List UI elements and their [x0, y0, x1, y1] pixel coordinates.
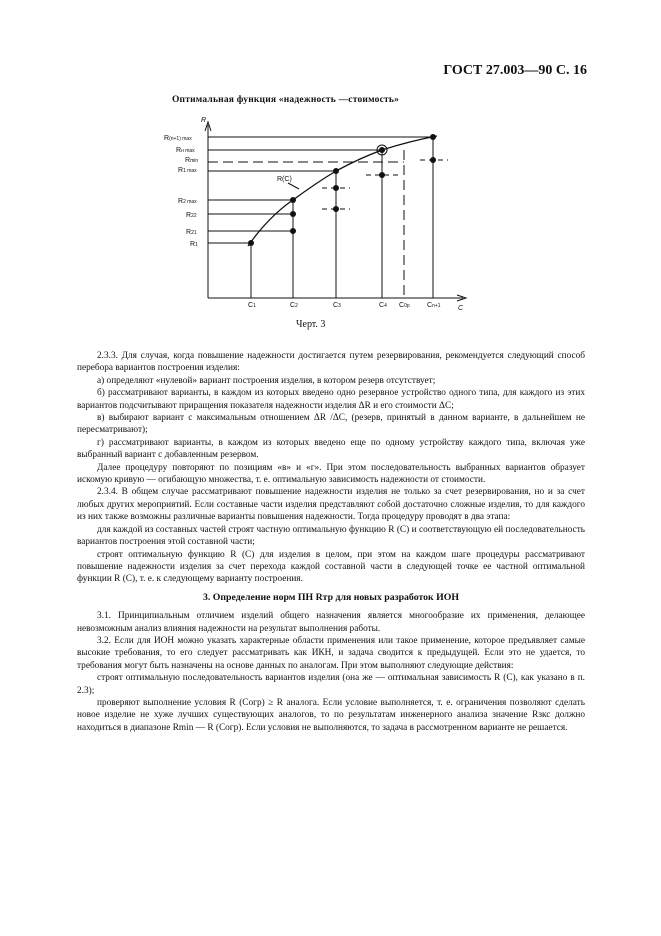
point-c2	[290, 197, 296, 203]
tick-r2-max: R2 max	[178, 198, 197, 205]
point-c4-b	[379, 172, 385, 178]
paragraph: г) рассматривают варианты, в каждом из которых введено еще по одному устройству каждого типа, включая уже выбранный вариант с добавленным резервом.	[77, 437, 585, 461]
paragraph: б) рассматривают варианты, в каждом из которых введено одно резервное устройство одного типа, для каждого из этих вариантов подсчитывают приращения показателя надежности изделия ΔR и его стоимости ΔC;	[77, 388, 585, 411]
point-c3-b	[333, 206, 339, 212]
paragraph: 3.2. Если для ИОН можно указать характерные области применения или такое применение, которое предъявляет самые высокие требования, то его следует рассматривать как ИКН, и задача сводится к предыдущей. Если это не удается, то требования могут быть назначены на основе данных по аналогам. При этом выполняют следующие действия:	[77, 635, 585, 671]
reliability-cost-chart	[0, 0, 661, 330]
paragraph: проверяют выполнение условия R (Cогр) ≥ R аналога. Если условие выполняется, т. е. ограничения позволяют сделать новое изделие не хуже лучших существующих аналогов, то по результатам инженерного анализа значение Rзкс должно находиться в диапазоне Rmin — R (Cогр). Если условия не выполняются, то задача в рассмотренном варианте не решается.	[77, 697, 585, 733]
point-c3	[333, 168, 339, 174]
point-c4	[379, 147, 385, 153]
page-header: ГОСТ 27.003—90 С. 16	[443, 63, 587, 78]
tick-c1: C1	[248, 302, 256, 309]
point-c1	[248, 240, 254, 246]
tick-c4: C4	[379, 302, 387, 309]
x-axis-label: C	[458, 305, 464, 312]
section-heading: 3. Определение норм ПН Rтр для новых разработок ИОН	[202, 591, 460, 603]
point-cn1-b	[430, 157, 436, 163]
figure-title-text: Оптимальная функция «надежность —стоимость»	[171, 95, 400, 105]
tick-r1: R1	[190, 241, 198, 248]
body-text	[77, 350, 585, 734]
paragraph: а) определяют «нулевой» вариант построения изделия, в котором резерв отсутствует;	[97, 375, 436, 386]
curve-label-leader	[288, 183, 299, 189]
optimal-curve	[248, 136, 437, 246]
tick-c0p: C0p	[399, 302, 410, 309]
tick-c2: C2	[290, 302, 298, 309]
paragraph: для каждой из составных частей строят частную оптимальную функцию R (C) и соответствующую ей последовательность вариантов построения этой составной части;	[77, 524, 585, 548]
paragraph: Далее процедуру повторяют по позициям «в» и «г». При этом последовательность выбранных вариантов образует искомую кривую — огибающую множества, т. е. оптимальную зависимость надежности от стоимости.	[77, 462, 585, 486]
paragraph: 3.1. Принципиальным отличием изделий общего назначения является многообразие их применения, делающее невозможным анализ влияния надежности на результат выполнения работы.	[77, 611, 585, 634]
y-axis-label: R	[201, 117, 207, 124]
tick-c3: C3	[333, 302, 341, 309]
tick-r21: R21	[186, 229, 197, 236]
tick-r-min: Rmin	[185, 157, 199, 164]
point-c2-r21	[290, 228, 296, 234]
paragraph: 2.3.4. В общем случае рассматривают повышение надежности изделия не только за счет резервирования, но и за счет любых других мероприятий. Если составные части изделия представляют собой достаточно сложные изделия, то для каждого из них также возможны различные варианты повышения надежности. Тогда процедуру проводят в два этапа:	[77, 487, 585, 523]
point-c3-a	[333, 185, 339, 191]
paragraph: в) выбирают вариант с максимальным отношением ΔR /ΔC, (резерв, принятый в данном варианте, в дальнейшем не пересматривают);	[77, 413, 585, 436]
tick-r-n-max: Rн max	[176, 147, 195, 154]
tick-r22: R22	[186, 212, 197, 219]
tick-cn1: Cn+1	[427, 302, 441, 309]
curve-label: R(C)	[277, 176, 292, 183]
point-c2-r22	[290, 211, 296, 217]
tick-r1-max: R1 max	[178, 167, 197, 174]
paragraph: строят оптимальную функцию R (C) для изделия в целом, при этом на каждом шаге процедуры рассматривают повышение надежности изделия за счет перехода каждой составной части в следующей точке ее частной оптимальной функции R (C), т. е. к следующему варианту построения.	[77, 549, 585, 585]
paragraph: строят оптимальную последовательность вариантов изделия (она же — оптимальная зависимость R (C), как указано в п. 2.3);	[77, 673, 585, 696]
tick-r-n1-max: R(n+1) max	[164, 135, 192, 142]
figure-caption: Черт. 3	[296, 319, 326, 330]
point-cn1	[430, 134, 436, 140]
paragraph: 2.3.3. Для случая, когда повышение надежности достигается путем резервирования, рекомендуется следующий способ перебора вариантов построения изделия:	[77, 351, 585, 374]
